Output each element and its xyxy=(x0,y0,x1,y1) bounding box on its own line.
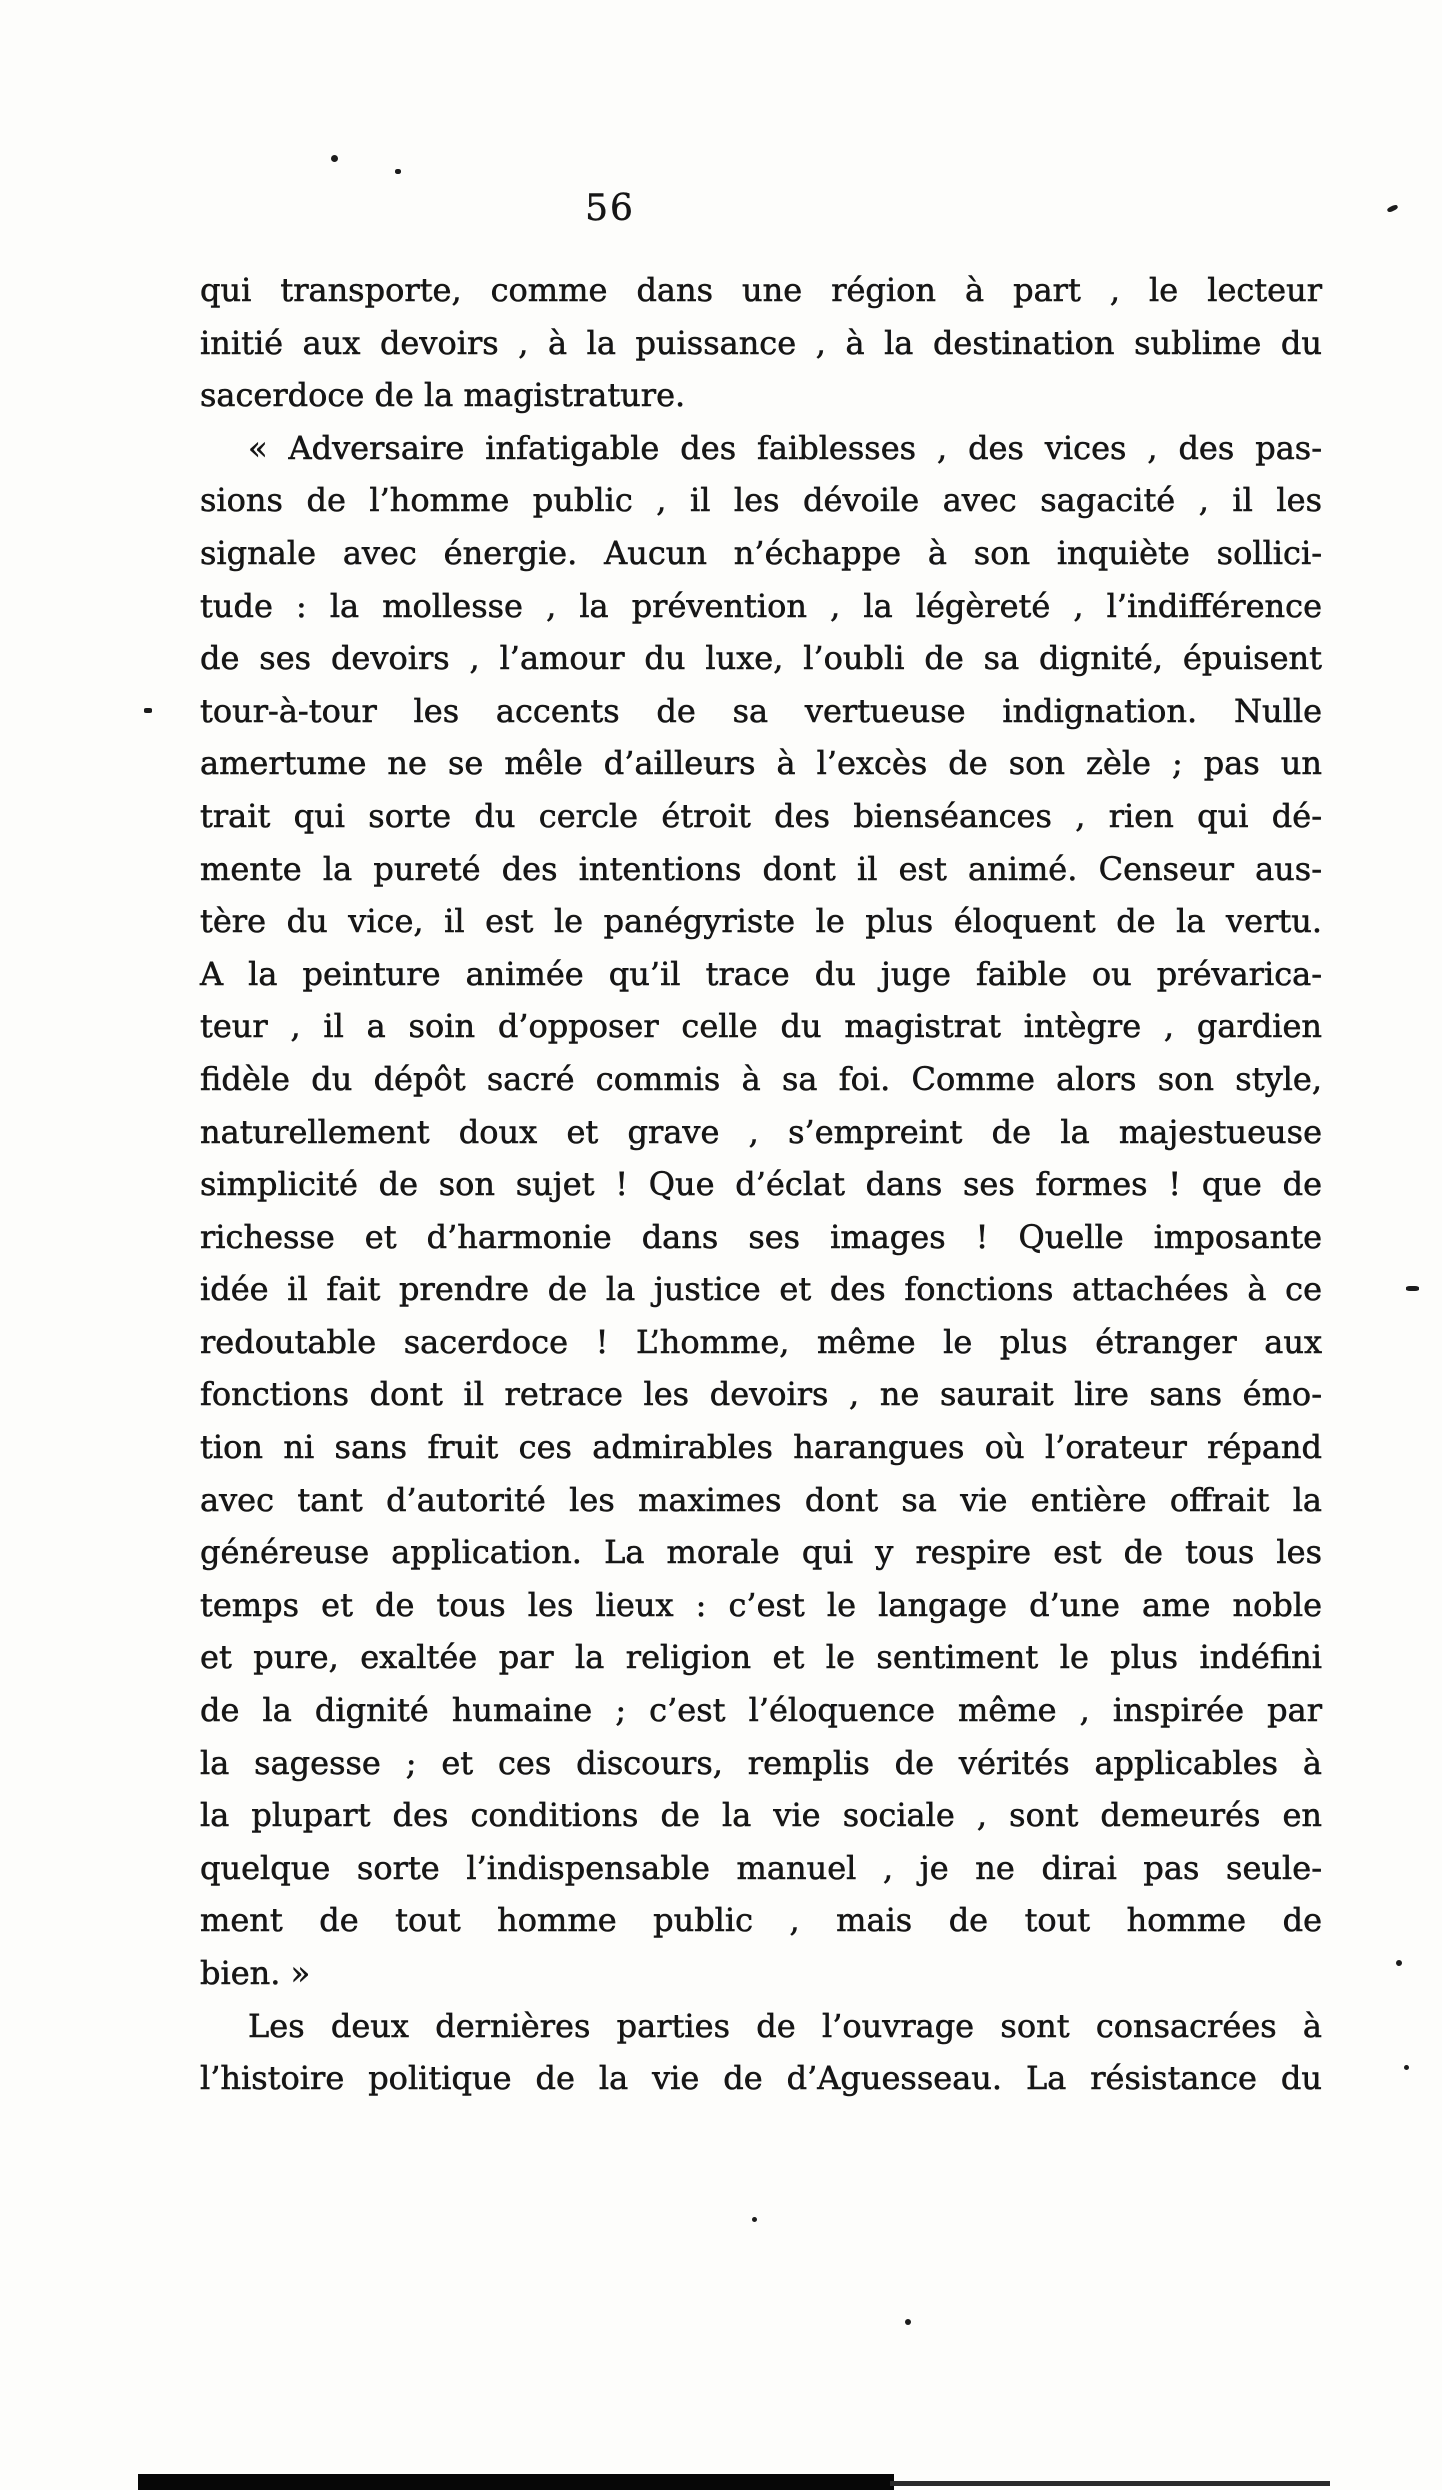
text-line: richesse et d’harmonie dans ses images ! Quelle imposante xyxy=(200,1217,1322,1256)
text-line: la sagesse ; et ces discours, remplis de vérités applicables à xyxy=(200,1743,1322,1782)
text-line: A la peinture animée qu’il trace du juge faible ou prévarica- xyxy=(200,954,1322,993)
text-line: simplicité de son sujet ! Que d’éclat dans ses formes ! que de xyxy=(200,1165,1322,1204)
text-line: de la dignité humaine ; c’est l’éloquence même , inspirée par xyxy=(200,1691,1322,1730)
scan-speck xyxy=(905,2319,911,2325)
scan-speck xyxy=(1396,1960,1402,1966)
text-line: qui transporte, comme dans une région à part , le lecteur xyxy=(200,271,1322,309)
text-line: teur , il a soin d’opposer celle du magistrat intègre , gardien xyxy=(200,1007,1322,1046)
text-line: fidèle du dépôt sacré commis à sa foi. Comme alors son style, xyxy=(200,1059,1322,1098)
text-line: initié aux devoirs , à la puissance , à la destination sublime du xyxy=(200,323,1322,362)
text-line: trait qui sorte du cercle étroit des bienséances , rien qui dé- xyxy=(200,796,1322,835)
text-line: fonctions dont il retrace les devoirs , ne saurait lire sans émo- xyxy=(200,1375,1322,1414)
scan-speck xyxy=(1386,204,1398,213)
text-line: la plupart des conditions de la vie sociale , sont demeurés en xyxy=(200,1796,1322,1835)
text-line: de ses devoirs , l’amour du luxe, l’oubli de sa dignité, épuisent xyxy=(200,639,1322,678)
text-line: tour-à-tour les accents de sa vertueuse indignation. Nulle xyxy=(200,691,1322,730)
scan-speck xyxy=(331,155,338,162)
text-line: tère du vice, il est le panégyriste le plus éloquent de la vertu. xyxy=(200,902,1322,941)
text-line: « Adversaire infatigable des faiblesses , des vices , des pas- xyxy=(248,428,1322,467)
text-line: signale avec énergie. Aucun n’échappe à son inquiète sollici- xyxy=(200,533,1322,572)
text-line: généreuse application. La morale qui y respire est de tous les xyxy=(200,1533,1322,1572)
text-line: sacerdoce de la magistrature. xyxy=(200,376,686,415)
text-line: mente la pureté des intentions dont il est animé. Censeur aus- xyxy=(200,849,1322,888)
text-line: tion ni sans fruit ces admirables harangues où l’orateur répand xyxy=(200,1428,1322,1467)
text-line: avec tant d’autorité les maximes dont sa vie entière offrait la xyxy=(200,1480,1322,1519)
text-line: temps et de tous les lieux : c’est le langage d’une ame noble xyxy=(200,1585,1322,1624)
text-line: tude : la mollesse , la prévention , la légèreté , l’indifférence xyxy=(200,586,1322,625)
scan-speck xyxy=(144,708,152,713)
text-line: sions de l’homme public , il les dévoile avec sagacité , il les xyxy=(200,481,1322,520)
scan-speck xyxy=(1404,2065,1409,2070)
text-line: idée il fait prendre de la justice et des fonctions attachées à ce xyxy=(200,1270,1322,1309)
text-block xyxy=(200,264,1322,2105)
text-line: amertume ne se mêle d’ailleurs à l’excès de son zèle ; pas un xyxy=(200,744,1322,783)
text-line: et pure, exaltée par la religion et le sentiment le plus indéfini xyxy=(200,1638,1322,1677)
scan-speck xyxy=(1406,1286,1419,1291)
text-line: Les deux dernières parties de l’ouvrage sont consacrées à xyxy=(248,2006,1322,2045)
text-line: ment de tout homme public , mais de tout homme de xyxy=(200,1901,1322,1940)
scan-edge-bar xyxy=(138,2474,894,2490)
text-line: l’histoire politique de la vie de d’Aguesseau. La résistance du xyxy=(200,2059,1322,2098)
scan-edge-line xyxy=(890,2481,1330,2486)
text-line: naturellement doux et grave , s’empreint de la majestueuse xyxy=(200,1112,1322,1151)
scan-speck xyxy=(395,169,401,174)
text-line: quelque sorte l’indispensable manuel , je ne dirai pas seule- xyxy=(200,1848,1322,1887)
text-line: bien. » xyxy=(200,1954,311,1992)
page-number: 56 xyxy=(585,188,635,229)
scan-speck xyxy=(752,2217,757,2222)
text-line: redoutable sacerdoce ! L’homme, même le plus étranger aux xyxy=(200,1322,1322,1361)
